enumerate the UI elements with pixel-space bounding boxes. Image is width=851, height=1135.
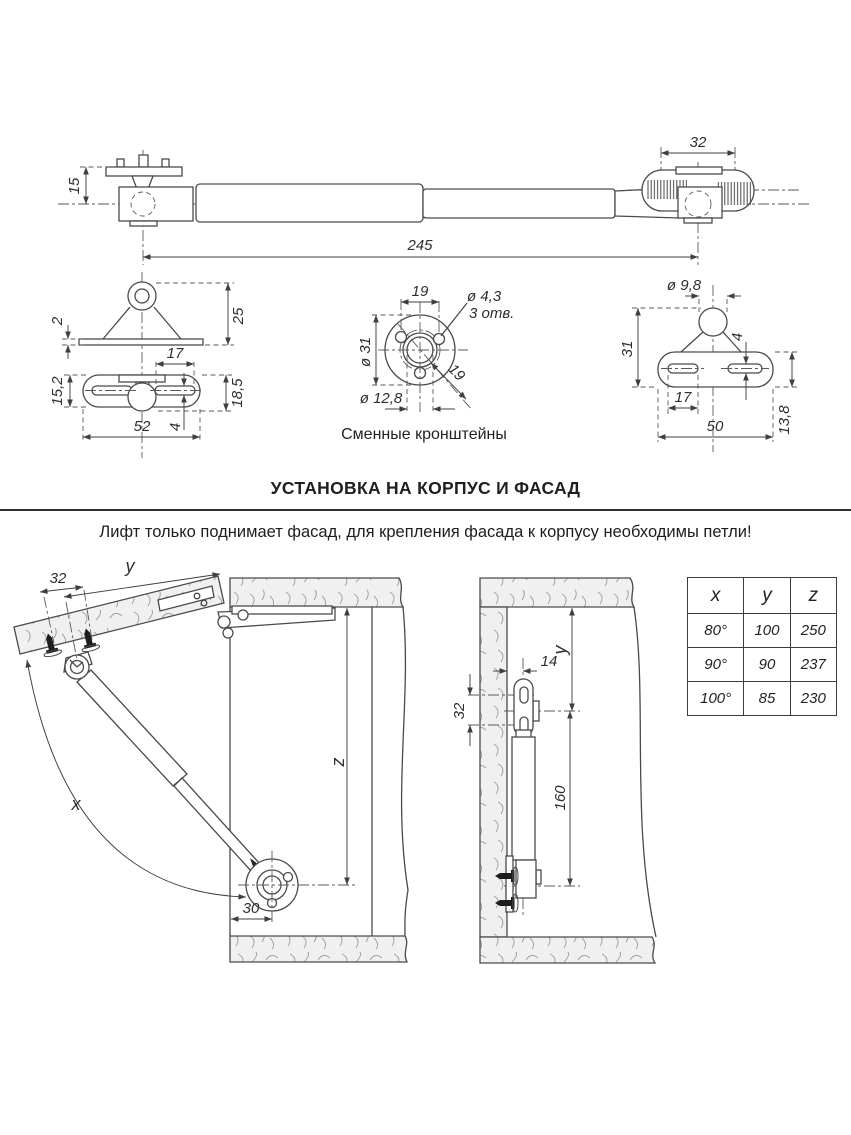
dim-15-label: 15 [66, 177, 83, 195]
strut-right-clevis [678, 187, 722, 218]
dim-160-label: 160 [552, 785, 569, 811]
dim-13-8-label: 13,8 [776, 405, 793, 435]
holes-count-label: 3 отв. [469, 305, 515, 322]
dim-2-label: 2 [49, 316, 66, 326]
lift-bottom-mount-closed [516, 860, 536, 898]
table-row [688, 614, 837, 648]
table-row [688, 682, 837, 716]
dim-4-label: 4 [167, 422, 184, 432]
gas-strut-drawing [58, 134, 812, 265]
cabinet-bottom-panel [230, 936, 407, 962]
cell-y: 90 [744, 648, 790, 682]
bracket-left-drawing [49, 272, 247, 458]
dim-31-label: 31 [619, 340, 636, 358]
note-text: Лифт только поднимает фасад, для крепления фасада к корпусу необходимы петли! [99, 523, 752, 541]
cabinet-top-panel [480, 578, 634, 607]
dim-14-label: 14 [540, 653, 558, 670]
cabinet-top-panel [230, 578, 403, 607]
dia-12-8-label: ø 12,8 [359, 390, 403, 407]
bracket-right-drawing [619, 277, 798, 452]
dia-31-label: ø 31 [357, 336, 374, 368]
dim-x-label: x [71, 794, 81, 814]
dim-50-label: 50 [706, 418, 724, 435]
dia-9-8-label: ø 9,8 [666, 277, 702, 294]
col-header-y: y [744, 578, 790, 614]
cell-angle: 80° [688, 614, 744, 648]
facade-panel-open [14, 576, 224, 654]
strut-left-clevis [119, 187, 193, 221]
strut-cylinder [196, 184, 423, 222]
brackets-caption: Сменные кронштейны [341, 426, 507, 443]
bracket-middle-hole [434, 334, 445, 345]
bracket-left-plate [79, 339, 203, 345]
closed-position-diagram [451, 578, 656, 963]
divider-line [0, 509, 851, 511]
section-title: УСТАНОВКА НА КОРПУС И ФАСАД [270, 478, 581, 498]
dim-32-label: 32 [49, 570, 67, 587]
cabinet-side-panel [480, 607, 507, 937]
open-position-diagram [14, 556, 408, 962]
col-header-z: z [790, 578, 836, 614]
lift-cylinder-closed [512, 737, 535, 860]
table-header-row [688, 578, 837, 614]
xyz-table [687, 577, 837, 716]
dim-52-label: 52 [133, 418, 151, 435]
cell-z: 250 [790, 614, 836, 648]
dim-25-label: 25 [230, 307, 247, 325]
dim-19-diag-label: 19 [444, 360, 469, 385]
cell-angle: 100° [688, 682, 744, 716]
dim-19-top-label: 19 [411, 283, 429, 300]
dim-y-label: y [125, 556, 135, 576]
cabinet-bottom-panel [480, 937, 655, 963]
dim-18-5-label: 18,5 [229, 378, 246, 408]
strut-top-flange [106, 167, 182, 176]
dim-17-label: 17 [674, 389, 692, 406]
dim-y-label: y [550, 645, 570, 655]
hole-dia-label: ø 4,3 [467, 288, 502, 305]
dim-32-label: 32 [689, 134, 707, 151]
cell-y: 85 [744, 682, 790, 716]
table-row [688, 648, 837, 682]
dim-4-label: 4 [729, 332, 746, 342]
bracket-middle-drawing [341, 283, 514, 443]
dim-17-label: 17 [166, 345, 184, 362]
lift-cylinder-open [77, 670, 187, 786]
bracket-middle-hole [396, 332, 407, 343]
cell-angle: 90° [688, 648, 744, 682]
cell-y: 100 [744, 614, 790, 648]
lift-rod-open [174, 778, 260, 872]
dim-32-label: 32 [451, 702, 468, 720]
strut-left-screw-stub [117, 159, 124, 167]
dim-15-2-label: 15,2 [49, 376, 66, 406]
strut-rod [423, 189, 615, 218]
bracket-right-eye [699, 308, 727, 336]
cell-z: 230 [790, 682, 836, 716]
col-header-x: x [688, 578, 744, 614]
cell-z: 237 [790, 648, 836, 682]
dim-z-label: z [328, 757, 348, 767]
dim-30-label: 30 [242, 900, 260, 917]
dim-245-label: 245 [407, 237, 433, 254]
